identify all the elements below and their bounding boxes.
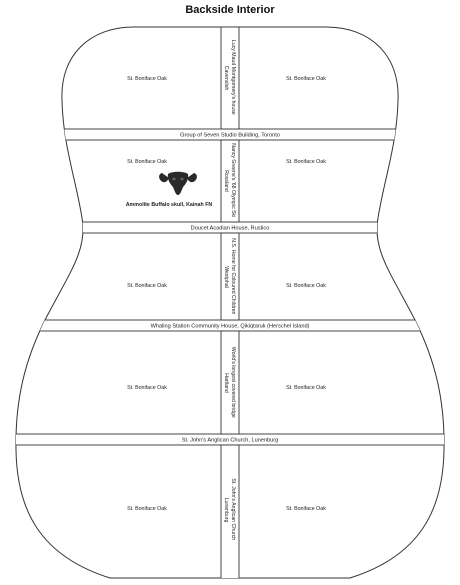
- inlay-label: Ammolite Buffalo skull, Kainah FN: [125, 202, 213, 208]
- panel-label-1-right: St. Boniface Oak: [286, 76, 326, 82]
- panel-label-3-left: St. Boniface Oak: [127, 283, 167, 289]
- panel-label-4-right: St. Boniface Oak: [286, 385, 326, 391]
- strip-label-3: Whaling Station Community House, Qikiqtaruk (Herschel Island): [150, 323, 310, 330]
- panel-label-5-right: St. Boniface Oak: [286, 506, 326, 512]
- strip-label-2: Doucet Acadian House, Rustico: [190, 225, 270, 232]
- center-brace-label-1-line-1: Lucy Maud Montgomery's house: [230, 39, 236, 115]
- center-brace-label-1-line-2: Cavendish: [223, 65, 229, 91]
- panel-label-2-left: St. Boniface Oak: [127, 159, 167, 165]
- panel-label-5-left: St. Boniface Oak: [127, 506, 167, 512]
- center-brace-label-2-line-2: Rossland: [223, 170, 229, 192]
- center-brace-label-5-line-2: Lunenburg: [223, 497, 229, 523]
- center-brace-label-4-line-2: Hartland: [223, 373, 229, 393]
- strip-label-1: Group of Seven Studio Building, Toronto: [180, 132, 280, 139]
- panel-label-2-right: St. Boniface Oak: [286, 159, 326, 165]
- center-brace-label-3-line-2: Westphal: [223, 266, 229, 288]
- center-brace-label-4-line-1: World's longest covered bridge: [230, 346, 236, 418]
- center-brace-label-3-line-1: N.S. Home for Coloured Children: [230, 238, 236, 315]
- center-brace-label-5-line-1: St. John's Anglican Church: [230, 478, 236, 541]
- strip-label-4: St. John's Anglican Church, Lunenburg: [181, 437, 279, 444]
- panel-label-1-left: St. Boniface Oak: [127, 76, 167, 82]
- page-title: Backside Interior: [185, 4, 275, 16]
- center-brace-label-2-line-1: Nancy Greene's '68 Olympic Ski: [230, 143, 236, 218]
- panel-label-3-right: St. Boniface Oak: [286, 283, 326, 289]
- panel-label-4-left: St. Boniface Oak: [127, 385, 167, 391]
